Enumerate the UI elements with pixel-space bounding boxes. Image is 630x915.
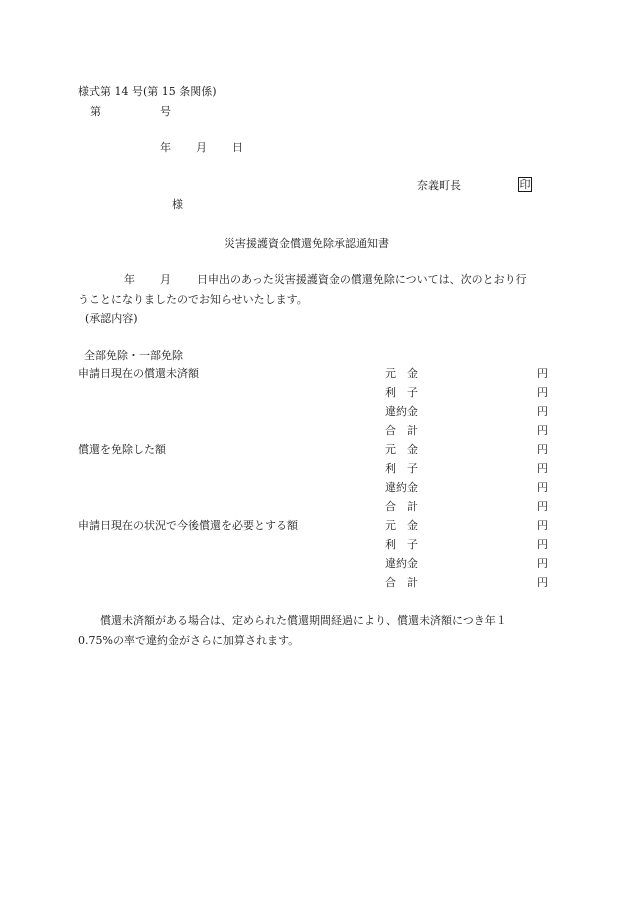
date-day: 日 <box>232 141 243 154</box>
item-name: 元 金 <box>385 367 418 380</box>
amount-row <box>78 501 548 515</box>
approval-content-label: (承認内容) <box>85 312 138 325</box>
seal-mark: 印 <box>519 178 531 191</box>
yen-unit: 円 <box>537 424 548 437</box>
yen-unit: 円 <box>537 538 548 551</box>
penalty-note-line2: 0.75%の率で違約金がさらに加算されます。 <box>78 634 300 647</box>
intro-month: 月 <box>160 273 171 286</box>
document-number-suffix: 号 <box>160 105 171 118</box>
yen-unit: 円 <box>537 519 548 532</box>
item-name: 合 計 <box>385 424 418 437</box>
amount-row <box>78 444 548 458</box>
document-number-prefix: 第 <box>90 105 101 118</box>
section-label: 申請日現在の状況で今後償還を必要とする額 <box>78 519 298 532</box>
amount-row <box>78 368 548 382</box>
amount-row <box>78 387 548 401</box>
section-label: 申請日現在の償還未済額 <box>78 367 199 380</box>
date-month: 月 <box>196 141 207 154</box>
amount-row <box>78 425 548 439</box>
issuer-name: 奈義町長 <box>417 179 461 192</box>
form-number: 様式第 14 号(第 15 条関係) <box>78 85 217 98</box>
yen-unit: 円 <box>537 557 548 570</box>
item-name: 違約金 <box>385 405 418 418</box>
amount-row <box>78 482 548 496</box>
intro-text-line1: 日申出のあった災害援護資金の償還免除については、次のとおり行 <box>197 273 527 286</box>
amount-row <box>78 406 548 420</box>
yen-unit: 円 <box>537 405 548 418</box>
amount-row <box>78 520 548 534</box>
section-label: 償還を免除した額 <box>78 443 166 456</box>
yen-unit: 円 <box>537 500 548 513</box>
addressee-suffix: 様 <box>172 198 183 211</box>
item-name: 合 計 <box>385 576 418 589</box>
amount-row <box>78 463 548 477</box>
date-year: 年 <box>160 141 171 154</box>
amount-row <box>78 539 548 553</box>
yen-unit: 円 <box>537 367 548 380</box>
penalty-note-line1: 償還未済額がある場合は、定められた償還期間経過により、償還未済額につき年１ <box>100 614 507 627</box>
intro-text-line2: うことになりましたのでお知らせいたします。 <box>78 293 308 306</box>
yen-unit: 円 <box>537 462 548 475</box>
item-name: 元 金 <box>385 519 418 532</box>
yen-unit: 円 <box>537 443 548 456</box>
item-name: 利 子 <box>385 538 418 551</box>
yen-unit: 円 <box>537 386 548 399</box>
item-name: 違約金 <box>385 557 418 570</box>
intro-year: 年 <box>124 273 135 286</box>
yen-unit: 円 <box>537 481 548 494</box>
item-name: 合 計 <box>385 500 418 513</box>
exemption-type: 全部免除・一部免除 <box>84 349 183 362</box>
item-name: 利 子 <box>385 462 418 475</box>
amount-row <box>78 558 548 572</box>
yen-unit: 円 <box>537 576 548 589</box>
item-name: 元 金 <box>385 443 418 456</box>
item-name: 利 子 <box>385 386 418 399</box>
amount-row <box>78 577 548 591</box>
item-name: 違約金 <box>385 481 418 494</box>
document-title: 災害援護資金償還免除承認通知書 <box>224 237 389 250</box>
